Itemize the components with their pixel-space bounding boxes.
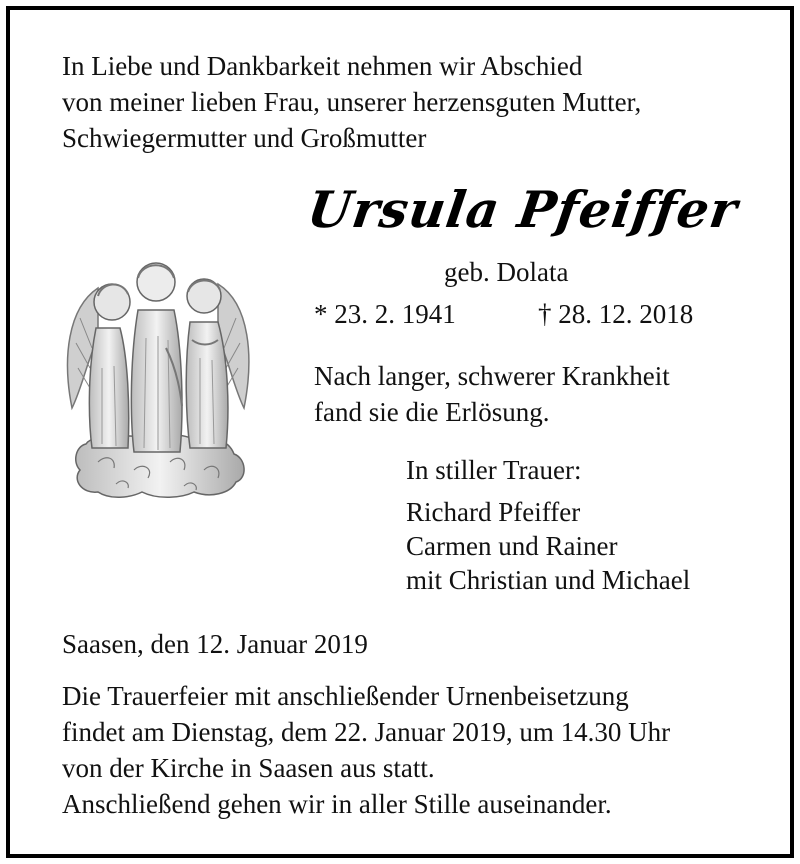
birth-date: * 23. 2. 1941 [314, 299, 456, 329]
funeral-line-2: findet am Dienstag, dem 22. Januar 2019, um 14.30 Uhr [62, 717, 671, 747]
death-date: † 28. 12. 2018 [538, 299, 694, 329]
message-line-2: fand sie die Erlösung. [314, 397, 550, 427]
mourner-name: mit Christian und Michael [406, 565, 691, 595]
intro-line-2: von meiner lieben Frau, unserer herzensguten Mutter, [62, 87, 642, 117]
funeral-line-3: von der Kirche in Saasen aus statt. [62, 753, 435, 783]
deceased-name: Ursula Pfeiffer [303, 180, 742, 239]
maiden-name: geb. Dolata [444, 257, 569, 287]
intro-line-3: Schwiegermutter und Großmutter [62, 123, 427, 153]
funeral-line-4: Anschließend gehen wir in aller Stille auseinander. [62, 789, 612, 819]
mourners-heading: In stiller Trauer: [406, 455, 582, 485]
mourner-name: Richard Pfeiffer [406, 497, 581, 527]
intro-line-1: In Liebe und Dankbarkeit nehmen wir Abschied [62, 51, 583, 81]
place-date: Saasen, den 12. Januar 2019 [62, 629, 368, 659]
funeral-line-1: Die Trauerfeier mit anschließender Urnenbeisetzung [62, 681, 629, 711]
message-line-1: Nach langer, schwerer Krankheit [314, 361, 670, 391]
mourner-name: Carmen und Rainer [406, 531, 618, 561]
angels-figurine-icon [58, 248, 258, 504]
